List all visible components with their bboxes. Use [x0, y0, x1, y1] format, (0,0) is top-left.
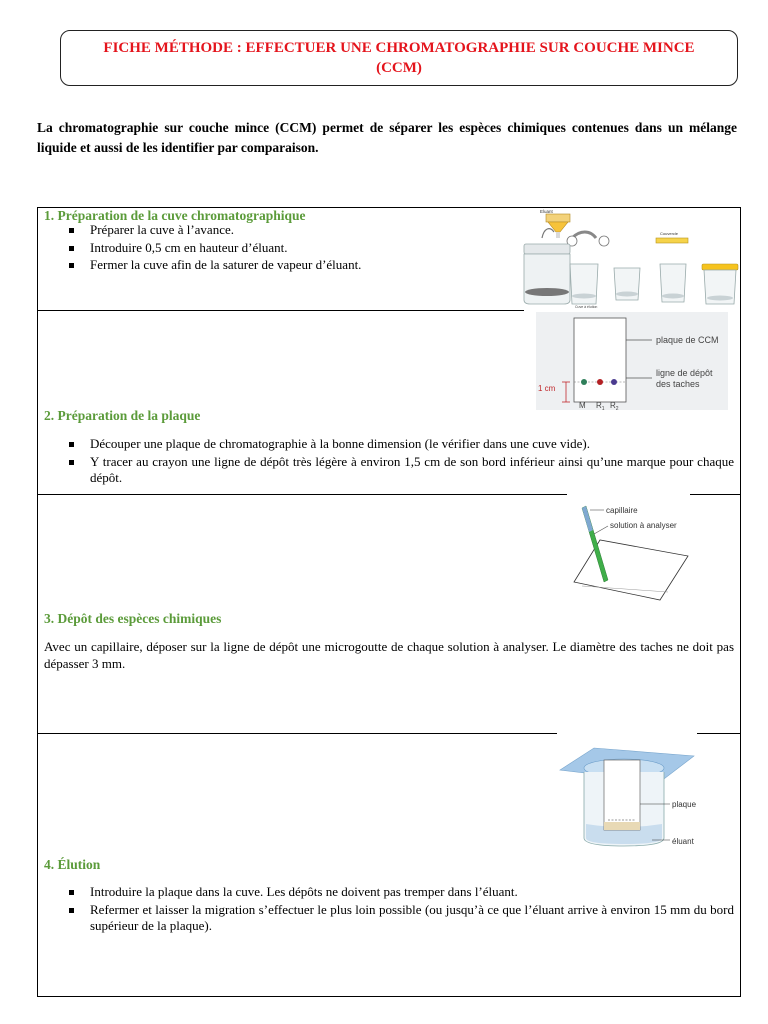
- solution-label: solution à analyser: [610, 521, 677, 530]
- row-divider-3b: [697, 733, 741, 734]
- title-box: [60, 30, 738, 86]
- row-divider-2: [37, 494, 567, 495]
- section-1-title: 1. Préparation de la cuve chromatographique: [44, 208, 306, 223]
- deposit-line-label-1: ligne de dépôt: [656, 368, 713, 378]
- section-2-title: 2. Préparation de la plaque: [44, 408, 201, 423]
- spot-r2-label: $R_2$: [610, 401, 619, 412]
- section-1-list: [52, 222, 512, 275]
- cuve-preparation-figure: [520, 208, 742, 310]
- capillary-label: capillaire: [606, 506, 638, 515]
- plate-label: plaque de CCM: [656, 335, 719, 345]
- section-2-list: [52, 436, 734, 488]
- section-4-list: [52, 884, 734, 936]
- lid-label: Couvercle: [660, 231, 679, 236]
- spot-r2: [611, 379, 617, 385]
- list-item: Y tracer au crayon une ligne de dépôt très légère à environ 1,5 cm de son bord inférieur ainsi qu’une marque pour chaque dépôt.: [52, 454, 734, 487]
- spot-m: [581, 379, 587, 385]
- row-divider-2b: [690, 494, 741, 495]
- list-item: Introduire 0,5 cm en hauteur d’éluant.: [52, 240, 512, 257]
- height-label: 1 cm: [538, 384, 556, 393]
- elution-figure: [556, 734, 698, 852]
- list-item: Introduire la plaque dans la cuve. Les dépôts ne doivent pas tremper dans l’éluant.: [52, 884, 734, 901]
- row-divider-1: [37, 310, 524, 311]
- list-item: Refermer et laisser la migration s’effectuer le plus loin possible (ou jusqu’à ce que l’éluant arrive à environ 15 mm du bord supérieur de la plaque).: [52, 902, 734, 935]
- spot-m-label: M: [579, 401, 586, 410]
- list-item: Fermer la cuve afin de la saturer de vapeur d’éluant.: [52, 257, 512, 274]
- intro-paragraph: La chromatographie sur couche mince (CCM) permet de séparer les espèces chimiques contenues dans un mélange liquide et aussi de les identifier par comparaison.: [37, 120, 737, 155]
- capillary-figure: [560, 498, 696, 604]
- ccm-plate-figure: [536, 312, 728, 410]
- section-3-title: 3. Dépôt des espèces chimiques: [44, 611, 222, 626]
- row-divider-3: [37, 733, 557, 734]
- list-item: Découper une plaque de chromatographie à la bonne dimension (le vérifier dans une cuve vide).: [52, 436, 734, 453]
- deposit-line-label-2: des taches: [656, 379, 700, 389]
- elution-plate-label: plaque: [672, 800, 697, 809]
- spot-r1-label: $R_1$: [596, 401, 605, 412]
- section-3-text: Avec un capillaire, déposer sur la ligne de dépôt une microgoutte de chaque solution à analyser. Le diamètre des taches ne doit pas dépasser 3 mm.: [44, 639, 734, 671]
- list-item: Préparer la cuve à l’avance.: [52, 222, 512, 239]
- spot-r1: [597, 379, 603, 385]
- cuve-label: Cuve à élution: [575, 305, 598, 309]
- funnel-label: Eluant: [540, 209, 553, 214]
- page-title: FICHE MÉTHODE : EFFECTUER UNE CHROMATOGRAPHIE SUR COUCHE MINCE (CCM): [103, 40, 695, 76]
- section-4-title: 4. Élution: [44, 857, 101, 872]
- eluant-label: éluant: [672, 837, 694, 846]
